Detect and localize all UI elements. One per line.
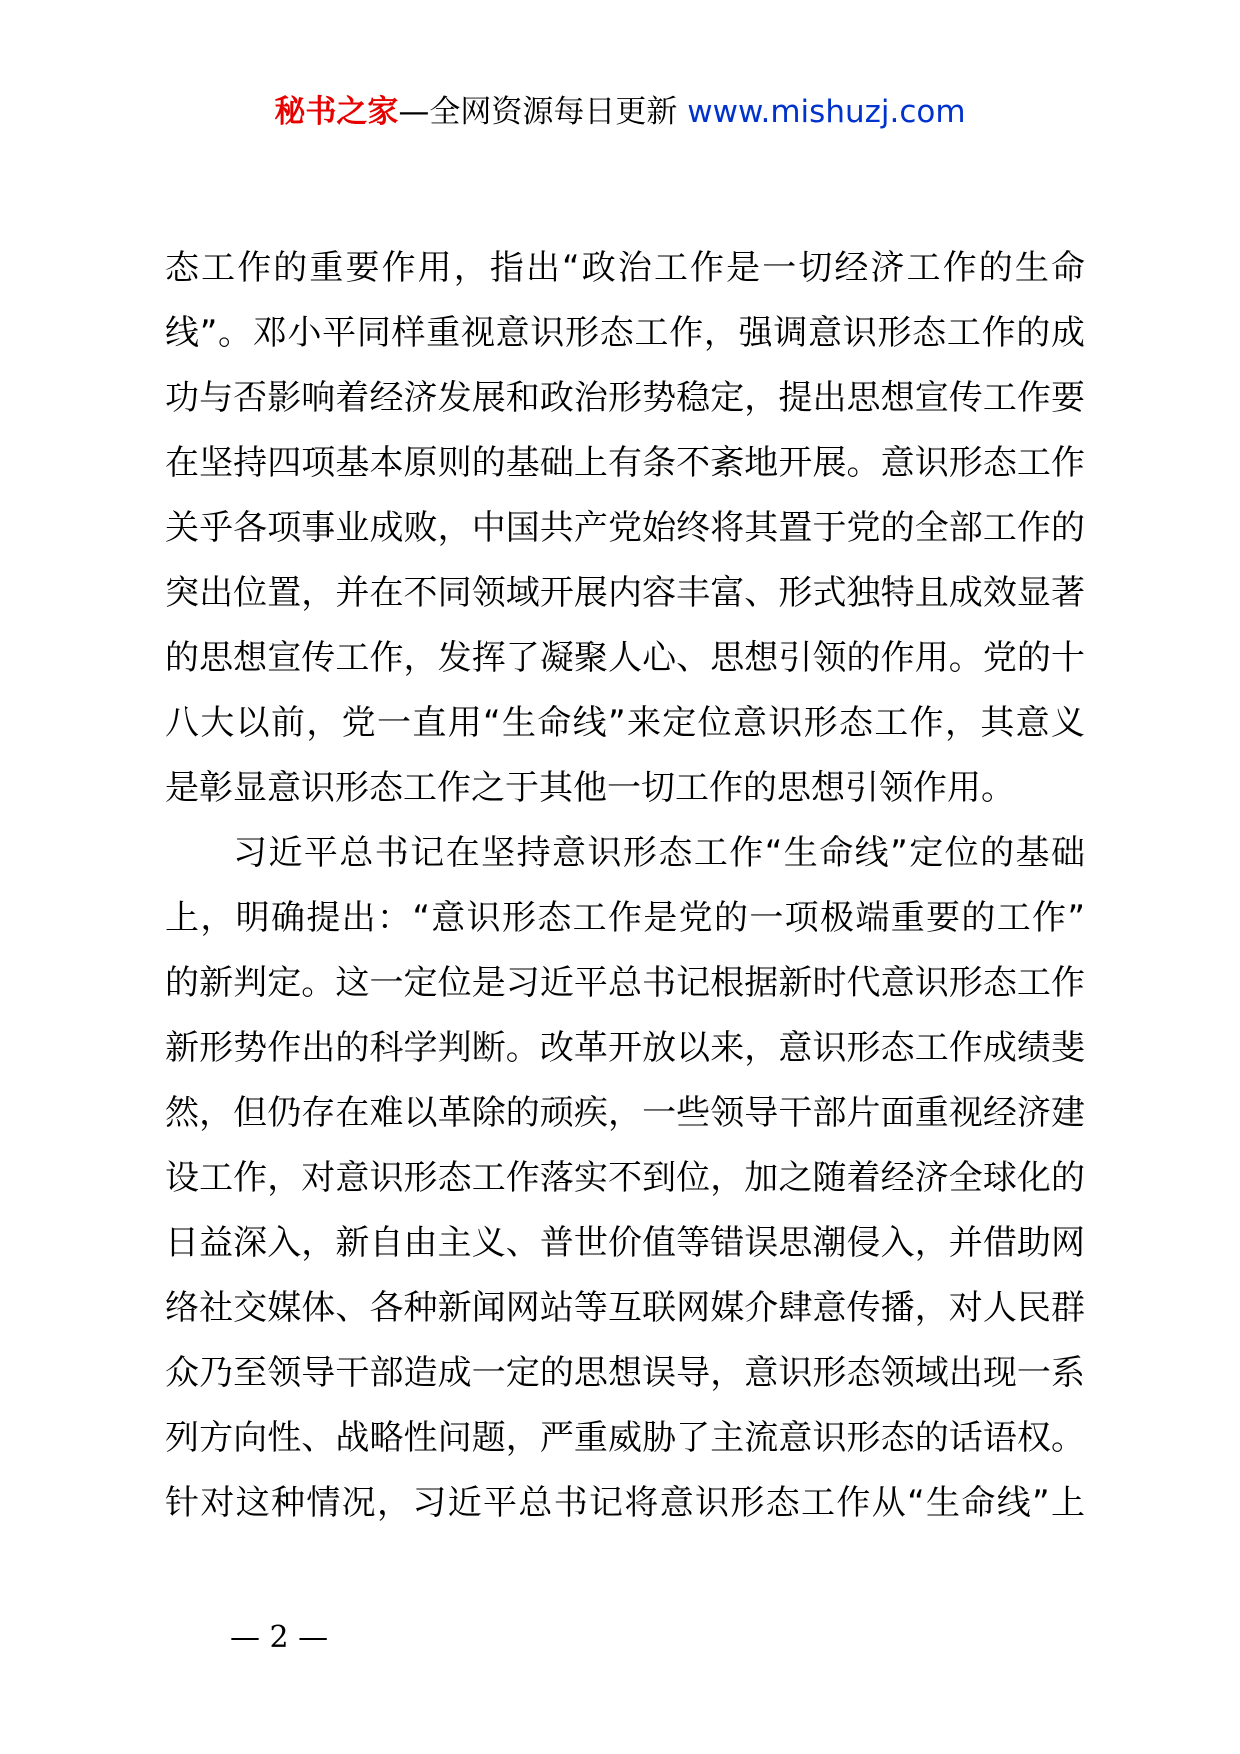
site-tagline: —全网资源每日更新 [398, 94, 678, 130]
text-line: 关乎各项事业成败，中国共产党始终将其置于党的全部工作的 [165, 508, 1085, 548]
site-brand: 秘书之家 [274, 94, 399, 130]
text-line: 然，但仍存在难以革除的顽疾，一些领导干部片面重视经济建 [165, 1093, 1085, 1133]
site-banner [0, 92, 1240, 132]
text-line: 八大以前，党一直用“生命线”来定位意识形态工作，其意义 [165, 703, 1085, 743]
text-line: 针对这种情况，习近平总书记将意识形态工作从“生命线”上 [165, 1483, 1085, 1523]
text-line: 上，明确提出：“意识形态工作是党的一项极端重要的工作” [165, 898, 1085, 938]
text-line: 的新判定。这一定位是习近平总书记根据新时代意识形态工作 [165, 963, 1085, 1003]
text-line: 态工作的重要作用，指出“政治工作是一切经济工作的生命 [165, 248, 1085, 288]
text-line-paragraph-end: 是彰显意识形态工作之于其他一切工作的思想引领作用。 [165, 768, 1015, 808]
text-line: 列方向性、战略性问题，严重威胁了主流意识形态的话语权。 [165, 1418, 1085, 1458]
text-line: 线”。邓小平同样重视意识形态工作，强调意识形态工作的成 [165, 313, 1085, 353]
article-body [165, 236, 1085, 1536]
text-line: 新形势作出的科学判断。改革开放以来，意识形态工作成绩斐 [165, 1028, 1085, 1068]
text-line: 设工作，对意识形态工作落实不到位，加之随着经济全球化的 [165, 1158, 1085, 1198]
text-line: 功与否影响着经济发展和政治形势稳定，提出思想宣传工作要 [165, 378, 1085, 418]
text-line: 突出位置，并在不同领域开展内容丰富、形式独特且成效显著 [165, 573, 1085, 613]
text-line: 的思想宣传工作，发挥了凝聚人心、思想引领的作用。党的十 [165, 638, 1085, 678]
text-line: 在坚持四项基本原则的基础上有条不紊地开展。意识形态工作 [165, 443, 1085, 483]
text-line: 日益深入，新自由主义、普世价值等错误思潮侵入，并借助网 [165, 1223, 1085, 1263]
text-line-paragraph-start: 习近平总书记在坚持意识形态工作“生命线”定位的基础 [233, 833, 1085, 873]
text-line: 络社交媒体、各种新闻网站等互联网媒介肆意传播，对人民群 [165, 1288, 1085, 1328]
page-number: — 2 — [230, 1620, 329, 1655]
text-line: 众乃至领导干部造成一定的思想误导，意识形态领域出现一系 [165, 1353, 1085, 1393]
site-url: www.mishuzj.com [687, 94, 966, 130]
